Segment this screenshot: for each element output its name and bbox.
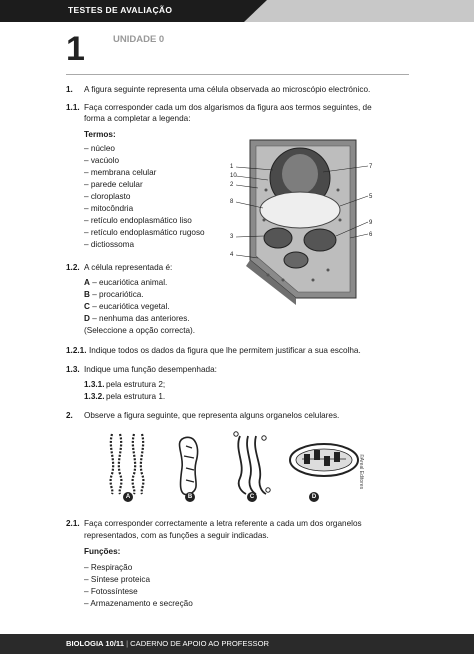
term-item: – retículo endoplasmático rugoso <box>84 228 205 237</box>
term-item: – dictiossoma <box>84 240 135 249</box>
term-item: – membrana celular <box>84 168 157 177</box>
q2-1-text-line1: Faça corresponder correctamente a letra referente a cada um dos organelos <box>84 519 362 528</box>
unit-number: 1 <box>66 30 85 68</box>
terms-title: Termos: <box>84 130 116 139</box>
term-item: – parede celular <box>84 180 143 189</box>
footer-bar <box>0 634 474 654</box>
footer-subtitle: CADERNO DE APOIO AO PROFESSOR <box>130 639 269 648</box>
cell-label: 9 <box>369 220 373 226</box>
section-title: TESTES DE AVALIAÇÃO <box>68 5 173 15</box>
cell-label: 6 <box>369 232 373 238</box>
footer-separator: | <box>123 639 131 648</box>
option-c[interactable]: C – eucariótica vegetal. <box>84 302 170 311</box>
header-divider <box>66 74 409 75</box>
organelle-label-a: A <box>125 494 131 500</box>
organelle-label-b: B <box>187 494 193 500</box>
term-item: – núcleo <box>84 144 115 153</box>
cell-label: 8 <box>230 199 234 205</box>
cell-label: 5 <box>369 194 373 200</box>
q2-1-number: 2.1. <box>66 519 80 528</box>
q1-2-text: A célula representada é: <box>84 263 173 272</box>
cell-label: 10 <box>230 173 237 179</box>
q2-number: 2. <box>66 411 73 420</box>
q1-3-1-number: 1.3.1. <box>84 380 105 389</box>
q2-text: Observe a figura seguinte, que representa alguns organelos celulares. <box>84 411 340 420</box>
function-item: – Respiração <box>84 563 133 572</box>
q2-1-text-line2: representados, com as funções a seguir indicadas. <box>84 531 269 540</box>
function-item: – Armazenamento e secreção <box>84 599 193 608</box>
q1-1-text-line2: forma a completar a legenda: <box>84 114 191 123</box>
q1-1-text-line1: Faça corresponder cada um dos algarismos da figura aos termos seguintes, de <box>84 103 372 112</box>
plant-cell-figure <box>228 130 378 310</box>
select-note: (Seleccione a opção correcta). <box>84 326 196 335</box>
organelles-figure <box>100 428 365 504</box>
q1-2-number: 1.2. <box>66 263 80 272</box>
q1-2-1-number: 1.2.1. <box>66 346 87 355</box>
footer-title: BIOLOGIA 10/11 <box>66 639 124 648</box>
organelle-label-c: C <box>249 494 255 500</box>
q1-3-number: 1.3. <box>66 365 80 374</box>
q1-3-2-number: 1.3.2. <box>84 392 105 401</box>
term-item: – mitocôndria <box>84 204 134 213</box>
term-item: – vacúolo <box>84 156 120 165</box>
q1-text: A figura seguinte representa uma célula observada ao microscópio electrónico. <box>84 85 371 94</box>
header-bar <box>0 0 474 22</box>
term-item: – retículo endoplasmático liso <box>84 216 192 225</box>
q1-3-text: Indique uma função desempenhada: <box>84 365 217 374</box>
function-item: – Fotossíntese <box>84 587 138 596</box>
q1-2-1-text: Indique todos os dados da figura que lhe permitem justificar a sua escolha. <box>89 346 361 355</box>
q1-3-2-text: pela estrutura 1. <box>106 392 166 401</box>
image-credit: ©Areal Editores <box>358 454 364 490</box>
option-b[interactable]: B – procariótica. <box>84 290 144 299</box>
functions-title: Funções: <box>84 547 121 556</box>
organelle-label-d: D <box>311 494 317 500</box>
unit-label: UNIDADE 0 <box>113 34 165 45</box>
cell-label: 1 <box>230 164 234 170</box>
option-d[interactable]: D – nenhuma das anteriores. <box>84 314 190 323</box>
term-item: – cloroplasto <box>84 192 131 201</box>
cell-label: 2 <box>230 182 234 188</box>
q1-1-number: 1.1. <box>66 103 80 112</box>
cell-label: 4 <box>230 252 234 258</box>
cell-label: 7 <box>369 164 373 170</box>
q1-number: 1. <box>66 85 73 94</box>
function-item: – Síntese proteica <box>84 575 150 584</box>
q1-3-1-text: pela estrutura 2; <box>106 380 166 389</box>
option-a[interactable]: A – eucariótica animal. <box>84 278 168 287</box>
cell-label: 3 <box>230 234 234 240</box>
